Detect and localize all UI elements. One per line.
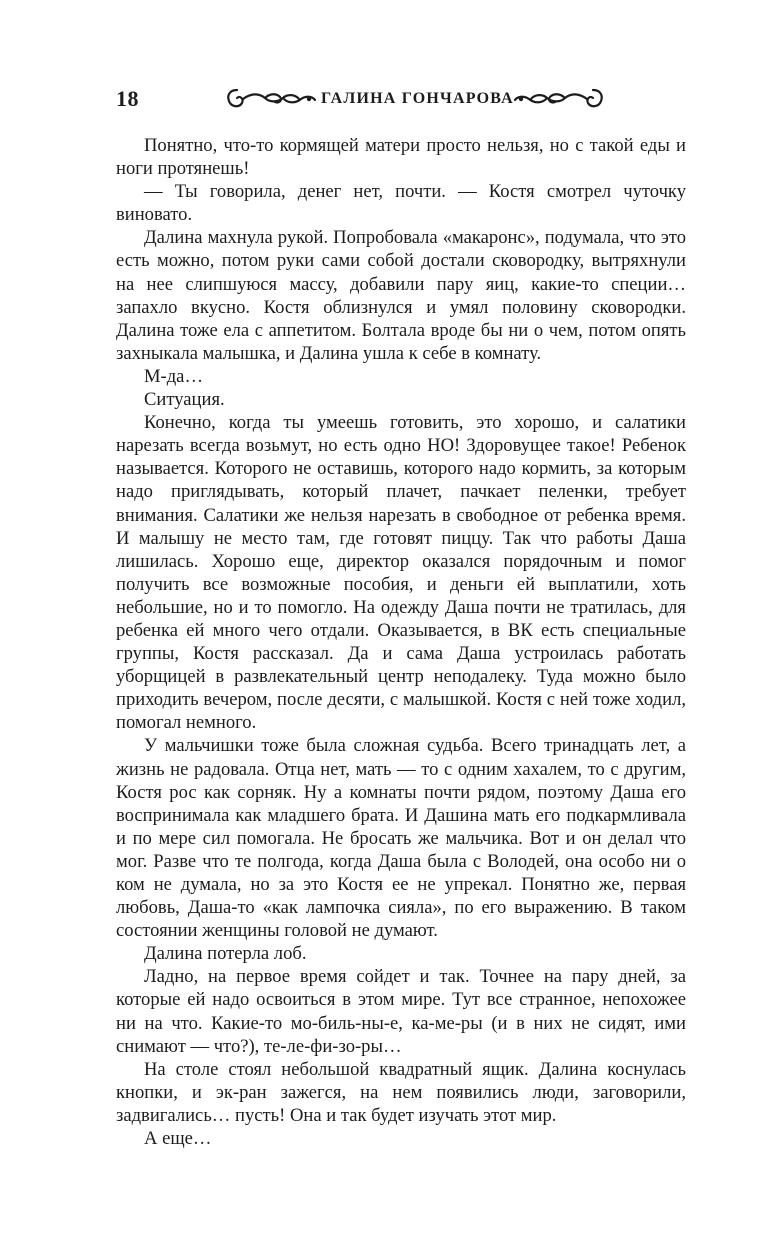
paragraph: Конечно, когда ты умеешь готовить, это хорошо, и салатики нарезать всегда возьмут, но есть одно НО! Здоровущее такое! Ребенок называется. Которого не оставишь, которого надо кормить, за которым надо приглядывать, который плачет, пачкает пеленки, требует внимания. Салатики же нельзя нарезать в свободное от ребенка время. И малышу не место там, где готовят пиццу. Так что работы Даша лишилась. Хорошо еще, директор оказался порядочным и помог получить все возможные пособия, и деньги ей выплатили, хоть небольшие, но и то помогло. На одежду Даша почти не тратилась, для ребенка ей много чего отдали. Оказывается, в ВК есть специальные группы, Костя рассказал. Да и сама Даша устроилась работать уборщицей в развлекательный центр неподалеку. Туда можно было приходить вечером, после десяти, с малышкой. Костя с ней тоже ходил, помогал немного.: [116, 412, 686, 734]
scroll-flourish-right-icon: [513, 86, 605, 112]
running-title: ГАЛИНА ГОНЧАРОВА: [321, 90, 514, 107]
paragraph: Далина потерла лоб.: [144, 943, 307, 965]
paragraph: Ладно, на первое время сойдет и так. Точнее на пару дней, за которые ей надо освоиться в этом мире. Тут все странное, непохожее ни на что. Какие-то мо-биль-ны-е, ка-ме-ры (и в них не сидят, ими снимают — что?), те-ле-фи-зо-ры…: [116, 966, 686, 1057]
paragraph: А еще…: [144, 1128, 212, 1150]
page-header: [0, 82, 768, 118]
paragraph: У мальчишки тоже была сложная судьба. Всего тринадцать лет, а жизнь не радовала. Отца нет, мать — то с одним хахалем, то с другим, Костя рос как сорняк. Ну а комнаты почти рядом, поэтому Даша его воспринимала как младшего брата. И Дашина мать его подкармливала и по мере сил помогала. Не бросать же мальчика. Вот и он делал что мог. Разве что те полгода, когда Даша была с Володей, она особо ни о ком не думала, но за это Костя ее не упрекал. Понятно же, первая любовь, Даша-то «как лампочка сияла», по его выражению. В таком состоянии женщины головой не думают.: [116, 735, 686, 942]
scroll-flourish-left-icon: [225, 86, 317, 112]
paragraph: Далина махнула рукой. Попробовала «макаронс», подумала, что это есть можно, потом руки сами собой достали сковородку, вытряхнули на нее слипшуюся массу, добавили пару яиц, какие-то специи… запахло вкусно. Костя облизнулся и умял половину сковородки. Далина тоже ела с аппетитом. Болтала вроде бы ни о чем, потом опять захныкала малышка, и Далина ушла к себе в комнату.: [116, 227, 686, 364]
paragraph: Понятно, что-то кормящей матери просто нельзя, но с такой еды и ноги протянешь!: [116, 135, 686, 180]
paragraph: М-да…: [144, 365, 204, 387]
paragraph: Ситуация.: [144, 389, 225, 411]
paragraph: На столе стоял небольшой квадратный ящик. Далина коснулась кнопки, и эк-ран зажегся, на нем появились люди, заговорили, задвигались… пусть! Она и так будет изучать этот мир.: [116, 1058, 686, 1126]
paragraph: — Ты говорила, денег нет, почти. — Костя смотрел чуточку виновато.: [116, 181, 686, 226]
running-head: [225, 82, 605, 116]
body-text: [116, 134, 686, 1150]
page-number: 18: [116, 86, 139, 111]
